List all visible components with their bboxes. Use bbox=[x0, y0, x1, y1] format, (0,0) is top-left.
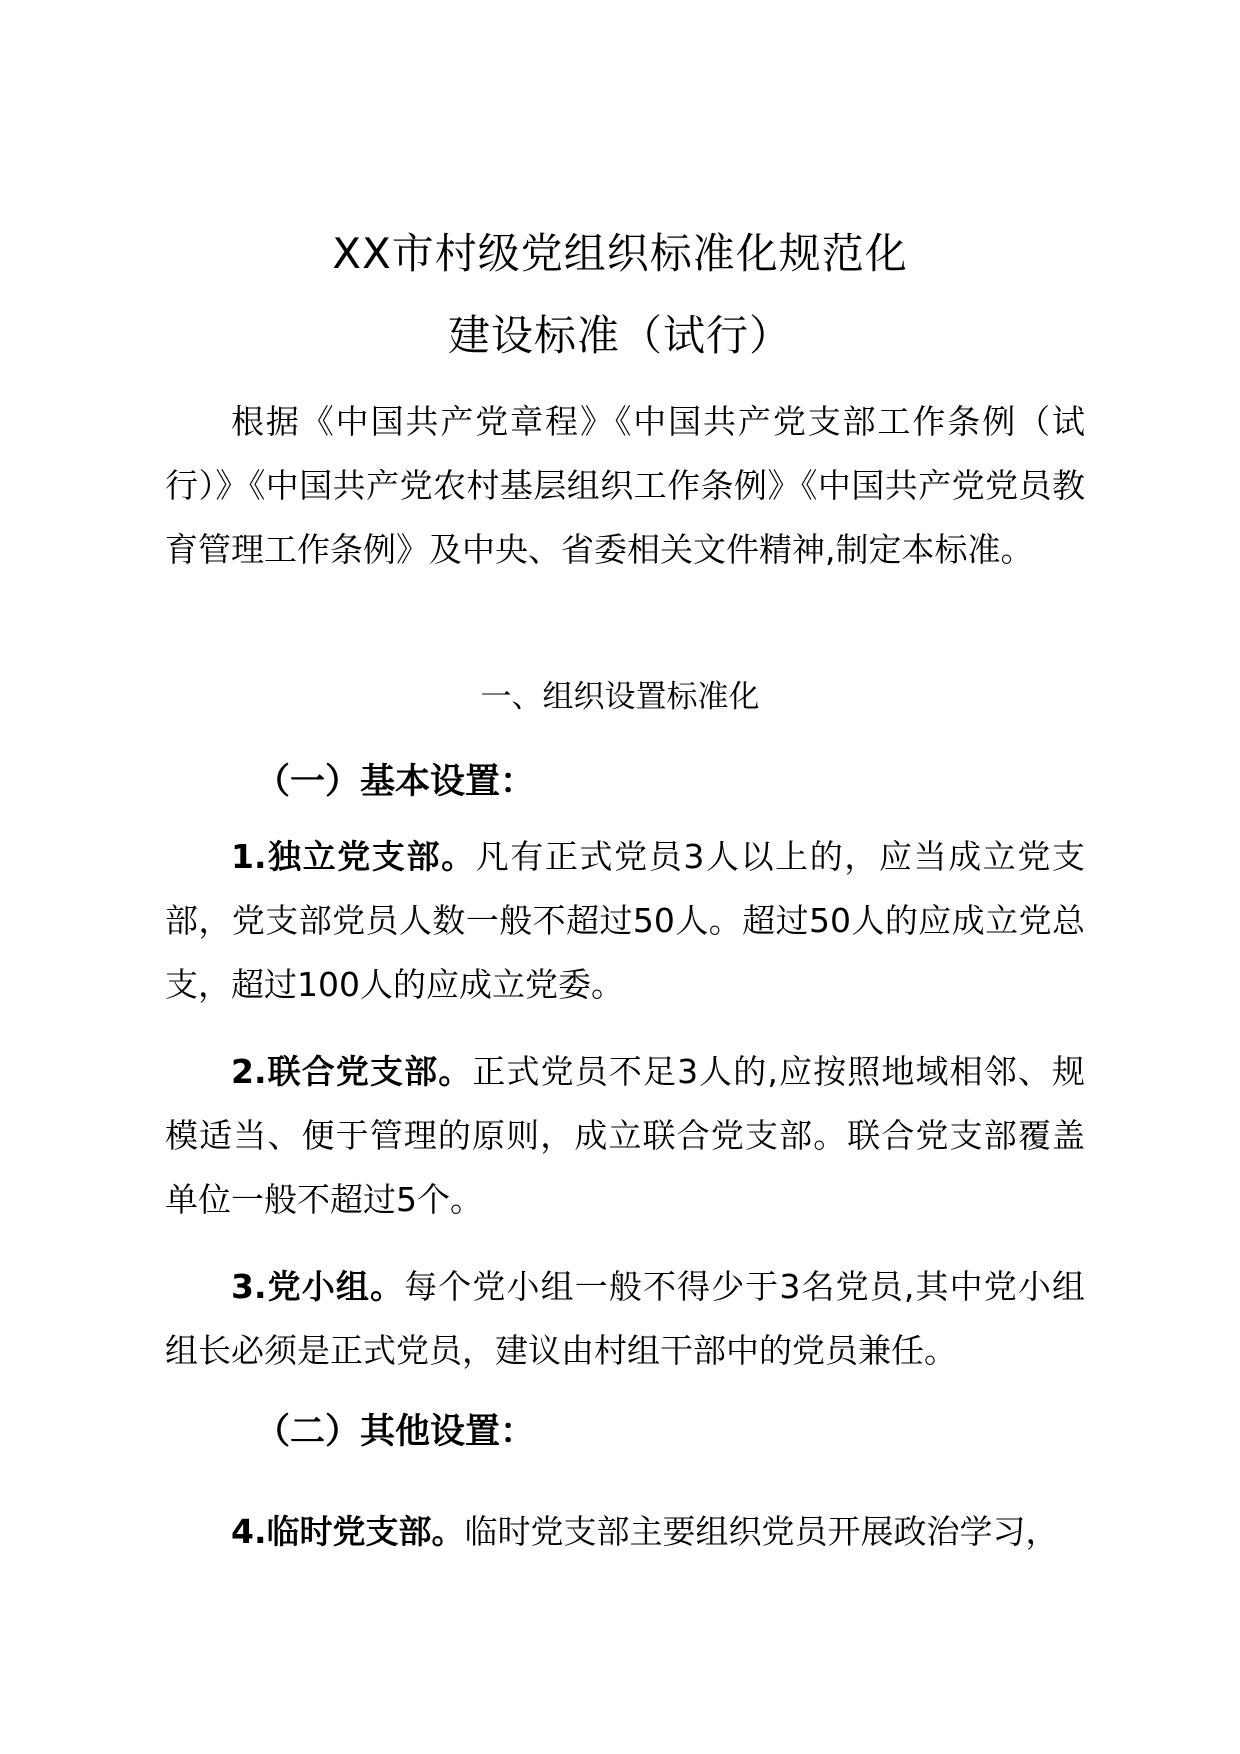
item-1-paragraph bbox=[165, 825, 1085, 1017]
item-2-lead: 2.联合党支部。 bbox=[231, 1052, 473, 1091]
item-3-text: 每个党小组一般不得少于3名党员,其中党小组组长必须是正式党员，建议由村组干部中的党员兼任。 bbox=[165, 1267, 1085, 1370]
item-3-paragraph bbox=[165, 1255, 1085, 1383]
item-4-lead: 4.临时党支部。 bbox=[231, 1512, 465, 1551]
item-3-lead: 3.党小组。 bbox=[231, 1267, 405, 1306]
item-4-paragraph bbox=[165, 1500, 1085, 1564]
item-4-text: 临时党支部主要组织党员开展政治学习， bbox=[464, 1512, 1059, 1551]
item-1-text: 凡有正式党员3人以上的，应当成立党支部，党支部党员人数一般不超过50人。超过50人的应成立党总支，超过100人的应成立党委。 bbox=[165, 837, 1086, 1004]
document-title-line-2: 建设标准（试行） bbox=[447, 311, 792, 360]
document-title-line-1: XX市村级党组织标准化规范化 bbox=[332, 229, 908, 278]
intro-paragraph: 根据《中国共产党章程》《中国共产党支部工作条例（试行）》《中国共产党农村基层组织工作条例》《中国共产党党员教育管理工作条例》及中央、省委相关文件精神,制定本标准。 bbox=[165, 402, 1085, 569]
subheading-basic-settings: （一）基本设置： bbox=[255, 762, 536, 802]
section-heading-1: 一、组织设置标准化 bbox=[480, 679, 760, 715]
item-1-lead: 1.独立党支部。 bbox=[231, 837, 476, 876]
subheading-other-settings: （二）其他设置： bbox=[255, 1412, 536, 1452]
item-2-paragraph bbox=[165, 1040, 1085, 1232]
item-2-text: 正式党员不足3人的,应按照地域相邻、规模适当、便于管理的原则，成立联合党支部。联合党支部覆盖单位一般不超过5个。 bbox=[165, 1052, 1085, 1219]
